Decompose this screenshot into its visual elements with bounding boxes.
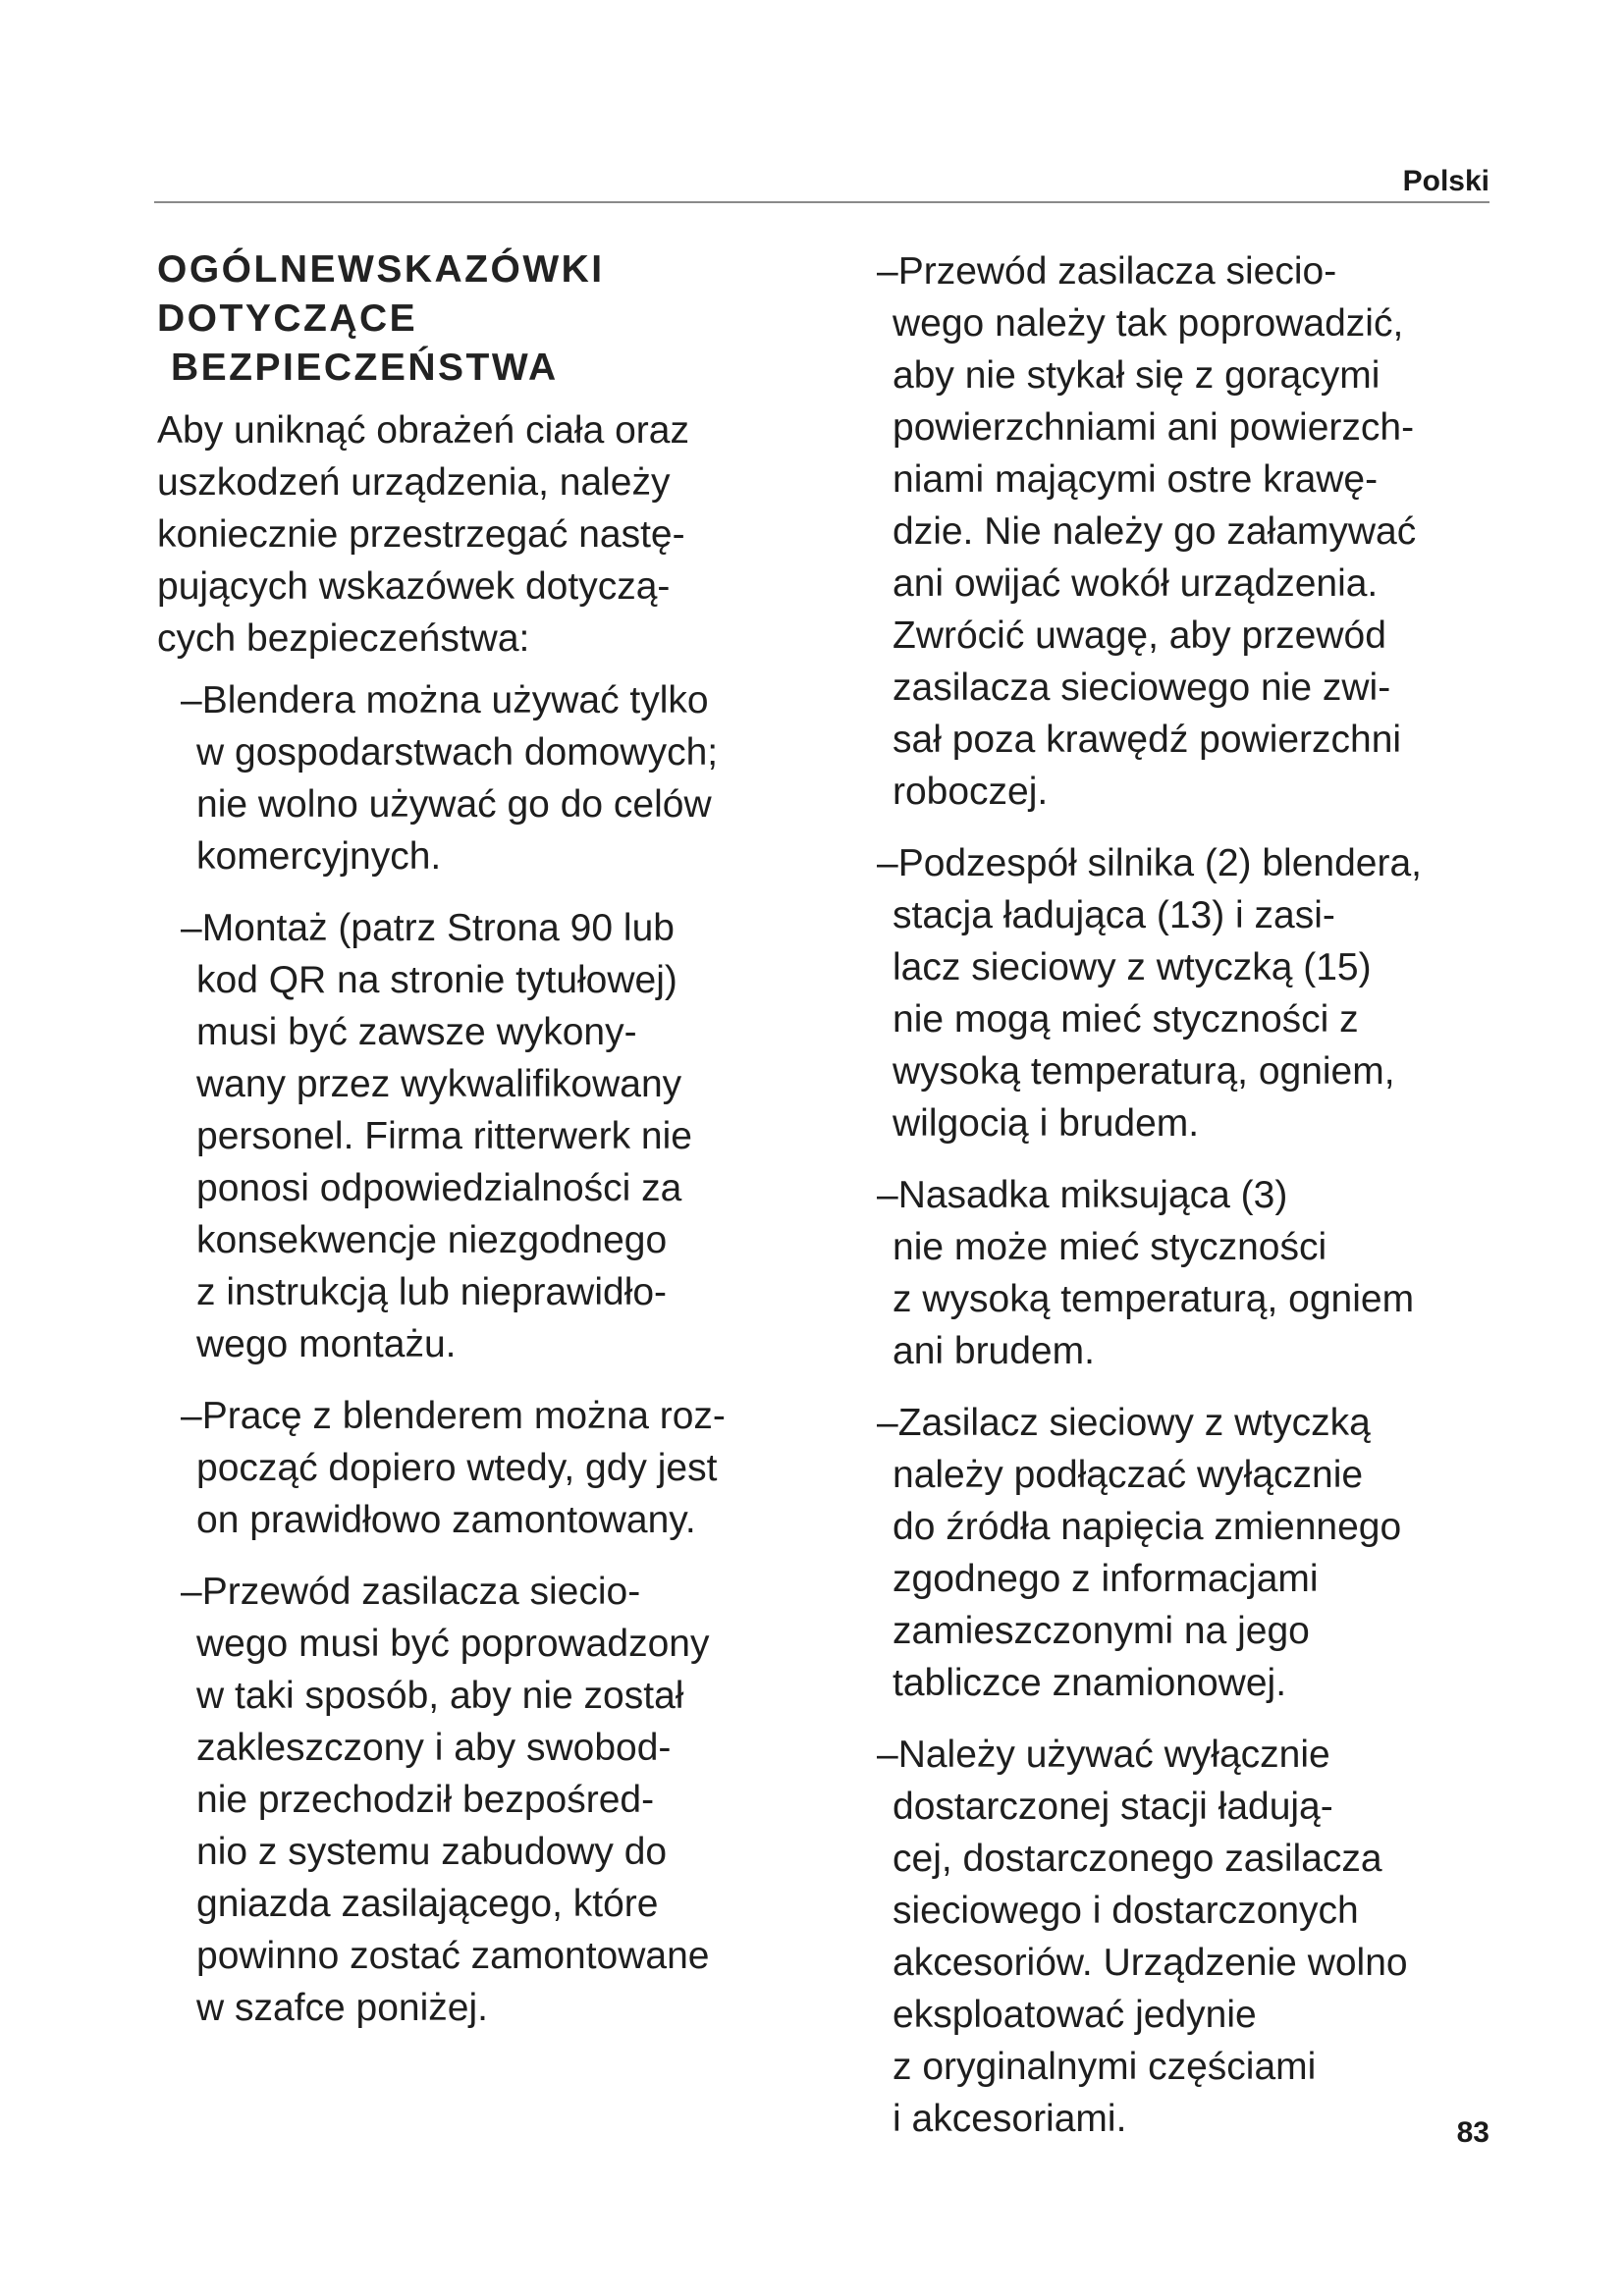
safety-item-line: –Pracę z blenderem można roz- xyxy=(181,1395,726,1437)
safety-item-line: stacja ładująca (13) i zasi- xyxy=(893,894,1335,936)
safety-list-item xyxy=(877,1169,1525,1377)
heading-line: DOTYCZĄCE xyxy=(157,297,418,340)
safety-item-line: zakleszczony i aby swobod- xyxy=(196,1727,672,1769)
safety-item-line: nie wolno używać go do celów xyxy=(196,783,712,826)
safety-item-line: tabliczce znamionowej. xyxy=(893,1662,1287,1704)
safety-item-line: personel. Firma ritterwerk nie xyxy=(196,1115,692,1157)
safety-item-line: z oryginalnymi częściami xyxy=(893,2046,1317,2088)
safety-item-line: należy podłączać wyłącznie xyxy=(893,1454,1364,1496)
safety-item-line: powinno zostać zamontowane xyxy=(196,1935,710,1977)
safety-item-line: ponosi odpowiedzialności za xyxy=(196,1167,682,1209)
safety-item-line: wego należy tak poprowadzić, xyxy=(893,302,1404,345)
page-number: 83 xyxy=(1456,2116,1489,2149)
heading-line: BEZPIECZEŃSTWA xyxy=(171,347,559,389)
safety-item-line: w taki sposób, aby nie został xyxy=(196,1675,684,1717)
safety-item-line: komercyjnych. xyxy=(196,835,442,878)
safety-list-right xyxy=(877,245,1525,2145)
safety-item-line: –Podzespół silnika (2) blendera, xyxy=(877,842,1422,884)
safety-item-line: sieciowego i dostarczonych xyxy=(893,1890,1359,1932)
safety-item-line: niami mającymi ostre krawę- xyxy=(893,458,1379,501)
safety-item-line: –Montaż (patrz Strona 90 lub xyxy=(181,907,675,949)
intro-line: pujących wskazówek dotyczą- xyxy=(157,565,671,608)
safety-item-line: kod QR na stronie tytułowej) xyxy=(196,959,677,1001)
header-divider xyxy=(154,201,1489,203)
safety-item-line: wysoką temperaturą, ogniem, xyxy=(893,1050,1395,1093)
safety-item-line: zasilacza sieciowego nie zwi- xyxy=(893,667,1391,709)
intro-line: koniecznie przestrzegać nastę- xyxy=(157,513,685,556)
safety-item-line: w szafce poniżej. xyxy=(196,1987,488,2029)
safety-item-line: i akcesoriami. xyxy=(893,2098,1127,2140)
safety-item-line: powierzchniami ani powierzch- xyxy=(893,406,1415,449)
safety-item-line: nie może mieć styczności xyxy=(893,1226,1327,1268)
safety-item-line: Zwrócić uwagę, aby przewód xyxy=(893,614,1386,657)
safety-item-line: sał poza krawędź powierzchni xyxy=(893,719,1402,761)
intro-line: cych bezpieczeństwa: xyxy=(157,617,530,660)
safety-item-line: wego montażu. xyxy=(196,1323,457,1365)
safety-item-line: nie mogą mieć styczności z xyxy=(893,998,1359,1041)
safety-item-line: dostarczonej stacji ładują- xyxy=(893,1786,1333,1828)
safety-item-line: nio z systemu zabudowy do xyxy=(196,1831,668,1873)
safety-item-line: z instrukcją lub nieprawidło- xyxy=(196,1271,668,1313)
intro-line: uszkodzeń urządzenia, należy xyxy=(157,461,671,504)
right-column xyxy=(877,245,1525,2164)
safety-item-line: lacz sieciowy z wtyczką (15) xyxy=(893,946,1372,988)
safety-item-line: zamieszczonymi na jego xyxy=(893,1610,1310,1652)
safety-item-line: gniazda zasilającego, które xyxy=(196,1883,659,1925)
safety-item-line: cej, dostarczonego zasilacza xyxy=(893,1838,1382,1880)
safety-item-line: wany przez wykwalifikowany xyxy=(196,1063,682,1105)
safety-item-line: wego musi być poprowadzony xyxy=(196,1623,710,1665)
section-heading xyxy=(157,245,825,393)
safety-item-line: –Blendera można używać tylko xyxy=(181,679,709,721)
safety-list-left xyxy=(157,674,825,2034)
heading-line: OGÓLNEWSKAZÓWKI xyxy=(157,248,605,291)
safety-item-line: –Przewód zasilacza siecio- xyxy=(877,250,1337,293)
safety-list-item xyxy=(877,1729,1525,2145)
safety-item-line: do źródła napięcia zmiennego xyxy=(893,1506,1402,1548)
intro-line: Aby uniknąć obrażeń ciała oraz xyxy=(157,409,689,452)
safety-item-line: on prawidłowo zamontowany. xyxy=(196,1499,696,1541)
safety-item-line: konsekwencje niezgodnego xyxy=(196,1219,668,1261)
safety-item-line: dzie. Nie należy go załamywać xyxy=(893,510,1417,553)
safety-list-item xyxy=(877,1397,1525,1709)
intro-paragraph xyxy=(157,404,825,665)
safety-item-line: roboczej. xyxy=(893,771,1049,813)
safety-item-line: eksploatować jedynie xyxy=(893,1994,1257,2036)
safety-item-line: –Nasadka miksująca (3) xyxy=(877,1174,1288,1216)
safety-item-line: –Zasilacz sieciowy z wtyczką xyxy=(877,1402,1371,1444)
safety-item-line: z wysoką temperaturą, ogniem xyxy=(893,1278,1415,1320)
safety-item-line: wilgocią i brudem. xyxy=(893,1102,1200,1145)
left-column xyxy=(157,245,825,2054)
safety-list-item xyxy=(157,902,825,1370)
safety-item-line: –Należy używać wyłącznie xyxy=(877,1734,1330,1776)
safety-item-line: nie przechodził bezpośred- xyxy=(196,1779,655,1821)
safety-list-item xyxy=(877,837,1525,1149)
safety-item-line: począć dopiero wtedy, gdy jest xyxy=(196,1447,718,1489)
safety-item-line: musi być zawsze wykony- xyxy=(196,1011,637,1053)
safety-item-line: aby nie stykał się z gorącymi xyxy=(893,354,1380,397)
safety-item-line: ani brudem. xyxy=(893,1330,1095,1372)
safety-item-line: zgodnego z informacjami xyxy=(893,1558,1319,1600)
safety-item-line: akcesoriów. Urządzenie wolno xyxy=(893,1942,1408,1984)
safety-list-item xyxy=(157,1390,825,1546)
safety-list-item xyxy=(157,1566,825,2034)
safety-item-line: w gospodarstwach domowych; xyxy=(196,731,719,774)
safety-item-line: ani owijać wokół urządzenia. xyxy=(893,562,1379,605)
header-language-label: Polski xyxy=(1402,165,1489,197)
safety-list-item xyxy=(877,245,1525,818)
safety-item-line: –Przewód zasilacza siecio- xyxy=(181,1571,641,1613)
safety-list-item xyxy=(157,674,825,882)
